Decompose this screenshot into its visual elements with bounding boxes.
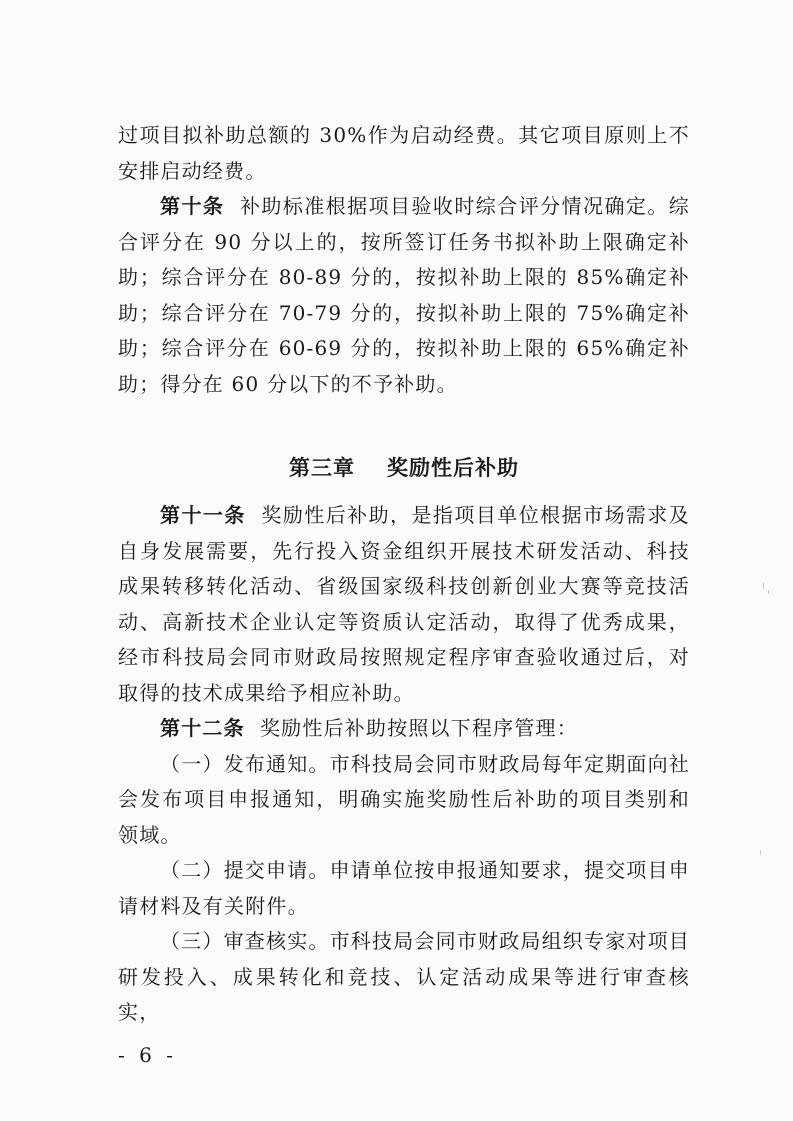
- article-12-heading: 第十二条: [160, 716, 245, 740]
- scan-mark: [768, 590, 769, 594]
- article-12-body: 奖励性后补助按照以下程序管理：: [259, 716, 578, 740]
- chapter-number: 第三章: [289, 456, 355, 480]
- paragraph-continuation: 过项目拟补助总额的 30%作为启动经费。其它项目原则上不安排启动经费。: [118, 123, 690, 183]
- chapter-title: 奖励性后补助: [387, 456, 519, 480]
- article-10: [118, 189, 690, 402]
- scan-mark: [760, 850, 761, 855]
- article-11-body: 奖励性后补助，是指项目单位根据市场需求及自身发展需要，先行投入资金组织开展技术研发活动、科技成果转移转化活动、省级国家级科技创新创业大赛等竞技活动、高新技术企业认定等资质认定活动，取得了优秀成果，经市科技局会同市财政局按照规定程序审查验收通过后，对取得的技术成果给予相应补助。: [118, 503, 690, 705]
- procedure-item-3: （三）审查核实。市科技局会同市财政局组织专家对项目研发投入、成果转化和竞技、认定活动成果等进行审查核实，: [118, 929, 690, 1024]
- chapter-heading: [118, 452, 690, 482]
- procedure-item-1: （一）发布通知。市科技局会同市财政局每年定期面向社会发布项目申报通知，明确实施奖励性后补助的项目类别和领域。: [118, 751, 690, 847]
- article-12: [118, 711, 690, 747]
- body-text-top: [118, 118, 690, 402]
- page-number: - 6 -: [118, 1043, 177, 1067]
- article-10-heading: 第十条: [160, 194, 225, 218]
- body-text-bottom: [118, 498, 690, 1031]
- procedure-item-2: （二）提交申请。申请单位按申报通知要求，提交项目申请材料及有关附件。: [118, 858, 690, 918]
- article-11-heading: 第十一条: [160, 503, 246, 527]
- scan-mark: [763, 583, 764, 589]
- article-10-body: 补助标准根据项目验收时综合评分情况确定。综合评分在 90 分以上的，按所签订任务书拟补助上限确定补助；综合评分在 80-89 分的，按拟补助上限的 85%确定补助；综合评分在 70-79 分的，按拟补助上限的 75%确定补助；综合评分在 60-69 分的，按拟补助上限的 65%确定补助；得分在 60 分以下的不予补助。: [118, 194, 690, 396]
- article-11: [118, 498, 690, 711]
